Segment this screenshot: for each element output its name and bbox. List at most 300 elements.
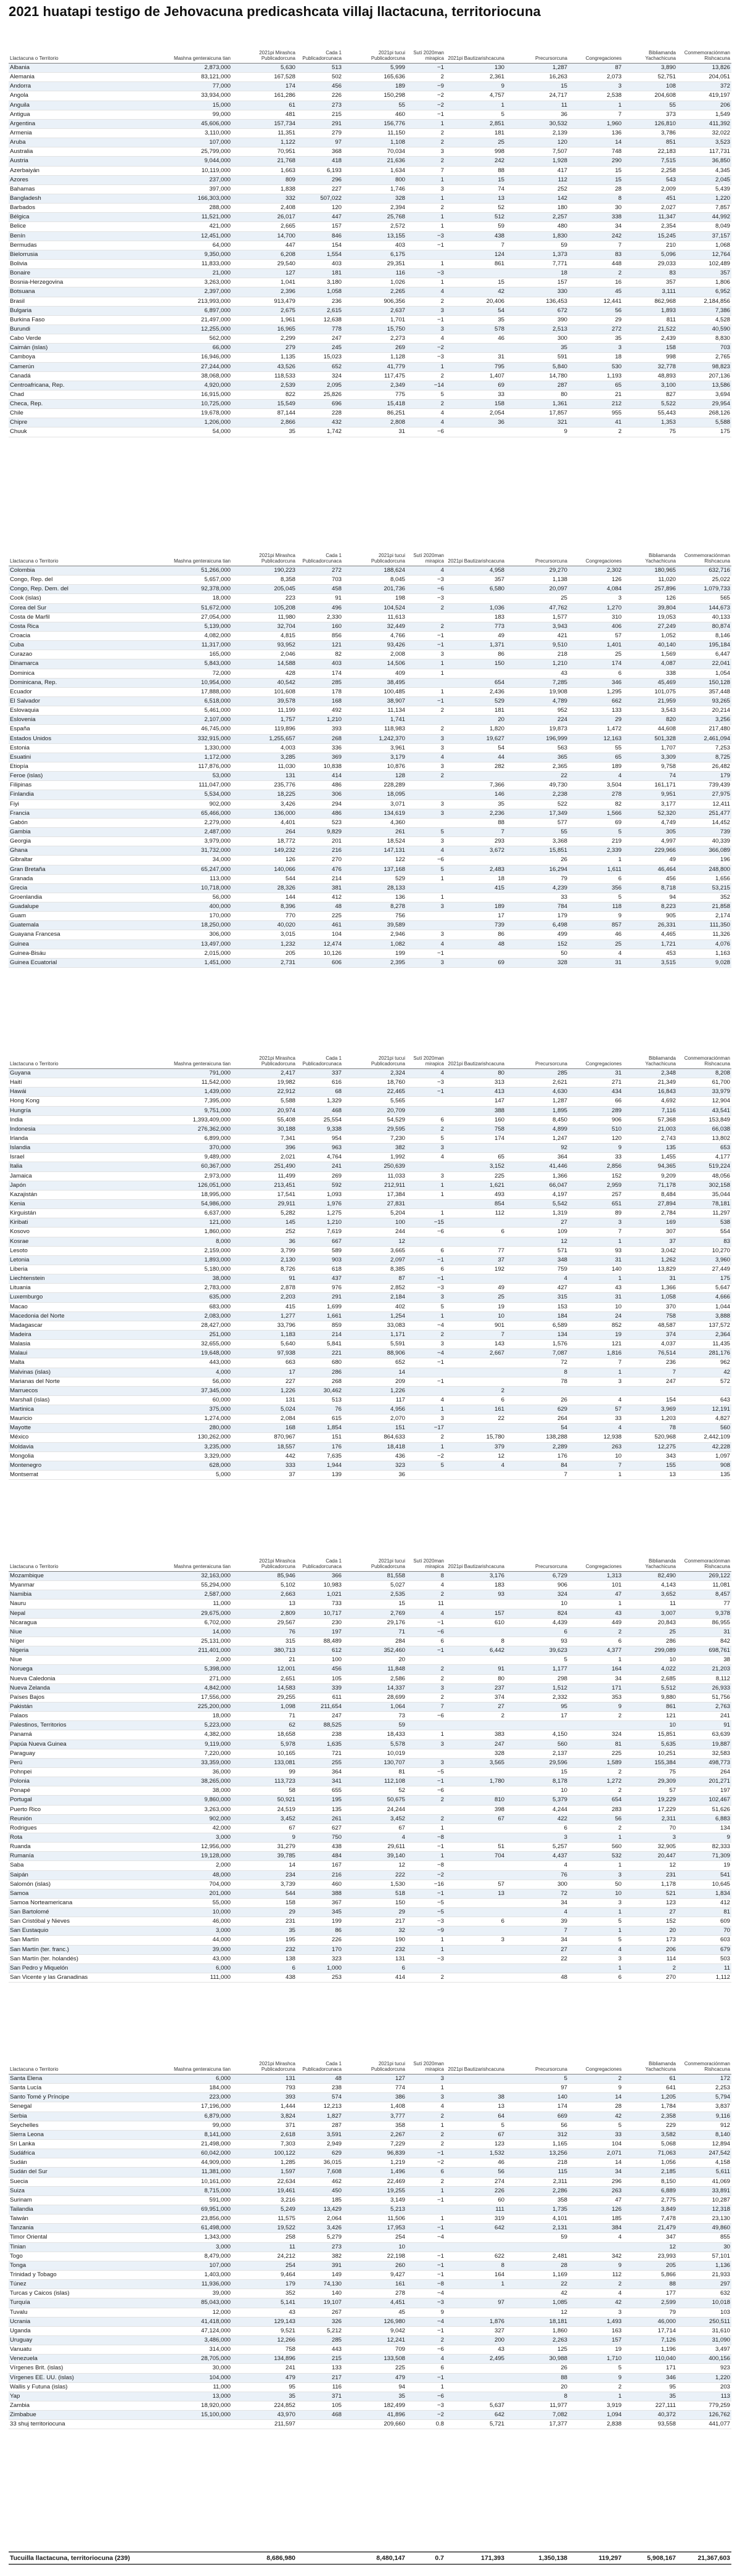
- cell-c2: 12,266: [277, 2336, 295, 2343]
- cell-c5: −1: [437, 2261, 444, 2269]
- cell-c6: 739: [494, 922, 504, 929]
- cell-c4: 13,155: [387, 232, 405, 239]
- cell-c3: 133: [331, 2364, 342, 2372]
- cell-c2: 35: [289, 1927, 295, 1934]
- cell-c2: 1,122: [280, 139, 295, 146]
- territory-name: Moldavia: [10, 1443, 34, 1450]
- cell-c7: 41,446: [549, 1163, 567, 1170]
- cell-c2: 19,461: [277, 2187, 295, 2194]
- cell-c5: −15: [434, 1219, 444, 1226]
- territory-name: Brasil: [10, 297, 25, 305]
- cell-c10: 3,837: [715, 2103, 730, 2110]
- cell-c10: 134: [720, 1824, 730, 1831]
- cell-c7: 16,263: [549, 73, 567, 81]
- cell-c5: 2: [440, 1796, 444, 1804]
- cell-c2: 105,208: [274, 604, 295, 611]
- cell-c4: 17,953: [387, 2224, 405, 2232]
- table-row: [9, 344, 731, 353]
- cell-c7: 287: [557, 381, 567, 389]
- table-row: [9, 1861, 731, 1870]
- cell-c9: 40,140: [657, 642, 676, 649]
- cell-c9: 9,880: [660, 1693, 676, 1701]
- cell-c6: 642: [494, 2224, 504, 2232]
- cell-c9: 229,966: [654, 847, 676, 854]
- table-row: [9, 2196, 731, 2205]
- cell-c7: 1,577: [552, 613, 567, 621]
- cell-c4: 45: [398, 2308, 405, 2316]
- cell-c2: 2,084: [280, 1415, 295, 1422]
- cell-c4: 55: [398, 101, 405, 109]
- cell-c9: 1,178: [660, 1880, 676, 1888]
- cell-c8: 29: [615, 316, 622, 323]
- table-row: [9, 1656, 731, 1665]
- cell-c10: 264: [720, 1768, 730, 1775]
- cell-c5: 7: [440, 1703, 444, 1710]
- cell-c4: 29,611: [387, 1843, 405, 1851]
- cell-c8: 9: [618, 2374, 622, 2381]
- column-header-c8: Congregaciones: [585, 56, 622, 61]
- cell-c3: 750: [331, 1833, 342, 1841]
- cell-c1: 562,000: [209, 335, 231, 342]
- cell-c3: 199: [331, 1918, 342, 1925]
- cell-c6: 67: [498, 1815, 504, 1822]
- cell-c1: 25,131,000: [200, 1637, 231, 1645]
- cell-c9: 46,000: [657, 2318, 676, 2325]
- cell-c9: 4,692: [660, 1097, 676, 1105]
- cell-c5: 2: [440, 707, 444, 714]
- cell-c7: 48: [561, 1974, 567, 1981]
- cell-c1: 223,000: [209, 2094, 231, 2101]
- cell-c10: 1,834: [715, 1889, 730, 1897]
- cell-c7: 629: [557, 1406, 567, 1413]
- cell-c1: 10,954,000: [200, 679, 231, 686]
- cell-c1: 14,000: [212, 1628, 231, 1635]
- cell-c4: 147,131: [384, 847, 405, 854]
- total-c7: 1,350,138: [538, 2554, 567, 2562]
- cell-c4: 17,384: [387, 1191, 405, 1198]
- cell-c10: 297: [720, 2281, 730, 2288]
- cell-c3: 268: [331, 1377, 342, 1385]
- cell-c3: 160: [331, 622, 342, 630]
- cell-c4: 39,140: [387, 1852, 405, 1860]
- cell-c10: 43,541: [712, 1107, 730, 1114]
- cell-c10: 13,826: [712, 64, 730, 71]
- cell-c3: 228: [331, 410, 342, 417]
- cell-c4: 128: [395, 772, 405, 780]
- cell-c10: 2,253: [715, 2084, 730, 2092]
- cell-c3: 253: [331, 1974, 342, 1981]
- cell-c5: −1: [437, 1843, 444, 1851]
- territory-name: Guadalupe: [10, 903, 39, 910]
- cell-c8: 30: [615, 204, 622, 212]
- cell-c2: 9: [292, 1833, 295, 1841]
- table-row: [9, 1759, 731, 1768]
- cell-c6: 80: [498, 1070, 504, 1076]
- cell-c4: 151: [395, 1424, 405, 1432]
- table-row: [9, 1284, 731, 1293]
- cell-c2: 5,588: [280, 1097, 295, 1105]
- cell-c4: 133,508: [384, 2355, 405, 2363]
- cell-c4: 3,665: [390, 1247, 405, 1254]
- cell-c5: −1: [437, 64, 444, 71]
- table-row: [9, 91, 731, 101]
- cell-c4: 3,179: [390, 753, 405, 761]
- cell-c9: 11: [670, 1600, 676, 1608]
- cell-c2: 13: [289, 1600, 295, 1608]
- cell-c7: 324: [557, 1591, 567, 1598]
- cell-c9: 8,718: [660, 884, 676, 891]
- cell-c1: 9,350,000: [204, 250, 231, 258]
- table-row: [9, 613, 731, 622]
- cell-c6: 854: [494, 1200, 504, 1207]
- cell-c8: 81: [615, 1740, 622, 1748]
- cell-c10: 207,136: [709, 372, 730, 379]
- cell-c6: 35: [498, 316, 504, 323]
- cell-c4: 436: [395, 1452, 405, 1459]
- cell-c2: 279: [285, 344, 295, 352]
- cell-c1: 902,000: [209, 800, 231, 807]
- cell-c4: 29,176: [387, 1619, 405, 1626]
- cell-c6: 7: [501, 828, 504, 835]
- cell-c2: 332: [285, 194, 295, 202]
- cell-c8: 448: [611, 260, 622, 267]
- cell-c4: 2,349: [390, 381, 405, 389]
- cell-c4: 2,070: [390, 1415, 405, 1422]
- territory-name: San Martín: [10, 1936, 39, 1944]
- cell-c9: 21,479: [657, 2224, 676, 2232]
- cell-c4: 182,499: [384, 2401, 405, 2409]
- cell-c10: 201,271: [709, 1778, 730, 1785]
- cell-c6: 493: [494, 1191, 504, 1198]
- cell-c9: 861: [665, 1703, 676, 1710]
- cell-c1: 25,799,000: [200, 148, 231, 155]
- cell-c2: 136,000: [274, 809, 295, 817]
- cell-c6: 398: [494, 1806, 504, 1813]
- table-row: [9, 902, 731, 912]
- cell-c3: 337: [331, 1070, 342, 1076]
- cell-c7: 2,513: [552, 325, 567, 332]
- cell-c4: 189: [395, 83, 405, 90]
- cell-c6: 15,780: [486, 1434, 504, 1441]
- cell-c1: 628,000: [209, 1461, 231, 1469]
- cell-c10: 11,081: [712, 1582, 730, 1589]
- cell-c2: 1,597: [280, 2168, 295, 2176]
- cell-c7: 330: [557, 288, 567, 295]
- cell-c5: 3: [440, 903, 444, 910]
- cell-c2: 43,526: [277, 363, 295, 370]
- cell-c1: 17,556,000: [200, 1693, 231, 1701]
- table-row: [9, 1833, 731, 1843]
- cell-c9: 2,358: [660, 2112, 676, 2120]
- cell-c7: 315: [557, 1294, 567, 1301]
- cell-c4: 5,578: [390, 1740, 405, 1748]
- territory-name: Mauricio: [10, 1415, 33, 1422]
- cell-c9: 55,443: [657, 410, 676, 417]
- cell-c2: 138: [285, 1955, 295, 1962]
- cell-c9: 70: [669, 1824, 676, 1831]
- column-header-c10: Conmemoraciónman Rishcacuna: [684, 1558, 730, 1569]
- cell-c1: 113,000: [210, 875, 231, 882]
- cell-c1: 213,993,000: [197, 297, 231, 305]
- cell-c5: 1: [440, 669, 444, 677]
- table-row: [9, 297, 731, 307]
- cell-c8: 104: [611, 2140, 622, 2147]
- cell-c2: 1,757: [280, 716, 295, 724]
- cell-c9: 2,027: [660, 204, 676, 212]
- table-row: [9, 949, 731, 959]
- cell-c9: 236: [665, 1359, 676, 1366]
- cell-c3: 1,742: [326, 428, 342, 436]
- territory-name: Luxemburgo: [10, 1294, 43, 1301]
- table-row: [9, 1693, 731, 1703]
- cell-c2: 6,208: [280, 250, 295, 258]
- cell-c4: 906,356: [384, 297, 405, 305]
- cell-c3: 655: [331, 1787, 342, 1794]
- table-row: [9, 800, 731, 809]
- cell-c2: 43: [289, 2308, 295, 2316]
- cell-c3: 100: [331, 1656, 342, 1664]
- cell-c10: 31: [723, 1628, 730, 1635]
- cell-c3: 339: [331, 1684, 342, 1691]
- cell-c7: 13,256: [549, 2150, 567, 2157]
- cell-c3: 1,827: [326, 2112, 342, 2120]
- territory-name: Saipán: [10, 1871, 28, 1878]
- cell-c3: 1,661: [326, 1312, 342, 1319]
- cell-c2: 29,255: [277, 1693, 295, 1701]
- cell-c8: 12,163: [603, 735, 622, 742]
- cell-c3: 418: [331, 157, 342, 165]
- cell-c1: 41,418,000: [200, 2318, 231, 2325]
- cell-c8: 126: [611, 2205, 622, 2213]
- cell-c7: 4,630: [552, 1088, 567, 1096]
- column-header-c2: 2021pi Mirashca Publicadorcuna: [259, 1055, 295, 1067]
- territory-name: Guatemala: [10, 922, 39, 929]
- cell-c9: 13: [669, 1471, 676, 1479]
- table-row: [9, 1200, 731, 1209]
- cell-c10: 53,215: [712, 884, 730, 891]
- cell-c2: 7,303: [280, 2140, 295, 2147]
- cell-c8: 955: [611, 410, 622, 417]
- cell-c7: 16,294: [549, 865, 567, 873]
- cell-c8: 406: [611, 622, 622, 630]
- cell-c10: 400,156: [709, 2355, 730, 2363]
- cell-c3: 10,983: [323, 1582, 342, 1589]
- cell-c1: 165,000: [209, 651, 231, 658]
- cell-c4: 11,848: [387, 1666, 405, 1673]
- cell-c2: 3,015: [280, 931, 295, 938]
- cell-c10: 10,287: [712, 2196, 730, 2203]
- table-row: [9, 697, 731, 706]
- cell-c7: 27: [561, 1219, 567, 1226]
- cell-c8: 2,538: [606, 92, 622, 99]
- territory-name: Turquía: [10, 2299, 30, 2306]
- cell-c8: 4: [618, 2290, 622, 2297]
- cell-c1: 11,521,000: [201, 213, 231, 221]
- cell-c9: 48,893: [657, 372, 676, 379]
- cell-c8: 2,073: [606, 73, 622, 81]
- cell-c2: 30,188: [277, 1125, 295, 1133]
- cell-c9: 94,365: [657, 1163, 676, 1170]
- cell-c6: 1,621: [489, 1181, 504, 1189]
- table-row: [9, 706, 731, 716]
- territory-name: Finlandia: [10, 791, 34, 798]
- table-row: [9, 147, 731, 157]
- cell-c4: 1,992: [390, 1154, 405, 1161]
- cell-c5: −5: [437, 1768, 444, 1775]
- cell-c1: 60,042,000: [200, 2150, 231, 2157]
- cell-c5: 3: [440, 762, 444, 770]
- cell-c4: 2,265: [390, 288, 405, 295]
- cell-c8: 4,377: [606, 1647, 622, 1654]
- cell-c8: 2,838: [606, 2421, 622, 2428]
- cell-c4: 1,701: [390, 316, 405, 323]
- cell-c8: 338: [611, 213, 622, 221]
- territory-name: Azerbaiyán: [10, 167, 39, 174]
- table-row: [9, 1908, 731, 1917]
- cell-c10: 10,270: [712, 1247, 730, 1254]
- cell-c2: 2,021: [280, 1154, 295, 1161]
- cell-c9: 11,020: [658, 576, 676, 584]
- cell-c5: 3: [440, 307, 444, 314]
- cell-c8: 57: [615, 1406, 622, 1413]
- cell-c2: 2,046: [280, 651, 295, 658]
- territory-name: España: [10, 725, 30, 733]
- cell-c3: 10,126: [323, 949, 342, 957]
- cell-c9: 6,889: [660, 2187, 676, 2194]
- cell-c4: 165,636: [384, 73, 405, 81]
- cell-c8: 101: [611, 1582, 622, 1589]
- cell-c6: 622: [494, 2252, 504, 2260]
- cell-c8: 1,193: [606, 372, 622, 379]
- cell-c8: 289: [611, 1107, 622, 1114]
- cell-c5: 4: [440, 2103, 444, 2110]
- cell-c8: 65: [615, 753, 622, 761]
- cell-c2: 100,122: [274, 2150, 295, 2157]
- cell-c4: 150: [395, 1899, 405, 1906]
- cell-c4: 18,760: [387, 1079, 405, 1086]
- cell-c10: 32,583: [712, 1749, 730, 1757]
- cell-c8: 28: [615, 185, 622, 192]
- cell-c9: 7,478: [660, 2215, 676, 2223]
- cell-c10: 1,068: [715, 241, 730, 249]
- cell-c1: 271,000: [209, 1675, 231, 1682]
- cell-c3: 154: [331, 241, 342, 249]
- territory-name: Guayana Francesa: [10, 931, 60, 938]
- table-row: [9, 1396, 731, 1405]
- cell-c10: 653: [720, 1144, 730, 1152]
- cell-c5: −3: [437, 270, 444, 277]
- cell-c10: 63,639: [712, 1731, 730, 1738]
- cell-c7: 115: [557, 2168, 567, 2176]
- cell-c3: 120: [331, 204, 342, 212]
- table-row: [9, 1209, 731, 1218]
- cell-c8: 46: [615, 931, 622, 938]
- cell-c4: 1,530: [390, 1880, 405, 1888]
- cell-c7: 36: [561, 110, 567, 118]
- cell-c10: 908: [720, 1461, 730, 1469]
- table-row: [9, 1880, 731, 1889]
- cell-c3: 382: [331, 2252, 342, 2260]
- cell-c9: 229: [665, 2121, 676, 2129]
- cell-c2: 14,588: [277, 660, 295, 667]
- cell-c5: 3: [440, 744, 444, 751]
- table-row: [9, 1358, 731, 1368]
- cell-c7: 26: [561, 856, 567, 864]
- cell-c4: 70,034: [387, 148, 405, 155]
- cell-c9: 905: [665, 912, 676, 920]
- cell-c6: 237: [494, 1684, 504, 1691]
- cell-c6: 25: [498, 1294, 504, 1301]
- cell-c1: 55,294,000: [200, 1582, 231, 1589]
- cell-c7: 2,289: [552, 1443, 567, 1450]
- cell-c3: 291: [331, 120, 342, 127]
- cell-c7: 2,621: [552, 1079, 567, 1086]
- table-row: [9, 138, 731, 147]
- cell-c1: 237,000: [209, 176, 231, 183]
- cell-c5: 5: [440, 390, 444, 398]
- cell-c10: 779,259: [709, 2401, 730, 2409]
- cell-c3: 680: [331, 1359, 342, 1366]
- cell-c2: 157,734: [274, 120, 295, 127]
- territory-name: Mayotte: [10, 1424, 31, 1432]
- cell-c10: 1,112: [715, 1974, 730, 1981]
- cell-c1: 19,678,000: [200, 410, 231, 417]
- territory-name: Rodrigues: [10, 1824, 37, 1831]
- cell-c8: 290: [611, 157, 622, 165]
- cell-c2: 2,809: [280, 1609, 295, 1617]
- territory-name: Hungría: [10, 1107, 31, 1114]
- cell-c10: 366,089: [709, 847, 730, 854]
- cell-c8: 118: [612, 903, 622, 910]
- cell-c10: 609: [720, 1918, 730, 1925]
- cell-c3: 272: [331, 567, 342, 574]
- territory-name: Camboya: [10, 353, 36, 361]
- cell-c9: 2,599: [660, 2299, 676, 2306]
- cell-c7: 7: [564, 1471, 567, 1479]
- cell-c2: 4,401: [280, 819, 295, 826]
- cell-c9: 521: [665, 1889, 676, 1897]
- cell-c3: 456: [331, 1666, 342, 1673]
- cell-c5: 4: [440, 1154, 444, 1161]
- cell-c5: −4: [437, 2234, 444, 2241]
- territory-name: Granada: [10, 875, 33, 882]
- cell-c5: −5: [437, 1909, 444, 1916]
- cell-c4: 284: [395, 1637, 405, 1645]
- cell-c7: 4,197: [552, 1191, 567, 1198]
- cell-c3: 403: [331, 660, 342, 667]
- cell-c6: 20: [498, 716, 504, 724]
- table-row: [9, 930, 731, 939]
- cell-c3: 324: [331, 372, 342, 379]
- cell-c3: 5,841: [326, 1340, 342, 1348]
- cell-c1: 2,159,000: [204, 1247, 231, 1254]
- cell-c7: 88: [561, 2374, 567, 2381]
- cell-c4: 228,289: [384, 782, 405, 789]
- cell-c2: 11,199: [278, 707, 295, 714]
- cell-c8: 342: [611, 2252, 622, 2260]
- table-section: [9, 2053, 731, 2429]
- table-row: [9, 427, 731, 437]
- cell-c5: 1: [440, 2187, 444, 2194]
- territory-name: Antigua: [10, 110, 30, 118]
- cell-c4: 1,254: [390, 1312, 405, 1319]
- territory-name: Trinidad y Tobago: [10, 2271, 57, 2278]
- cell-c7: 8: [564, 1368, 567, 1376]
- cell-c8: 2: [618, 428, 622, 436]
- cell-c4: 24,244: [387, 1806, 405, 1813]
- cell-c2: 40,542: [277, 679, 295, 686]
- cell-c8: 15: [615, 167, 622, 174]
